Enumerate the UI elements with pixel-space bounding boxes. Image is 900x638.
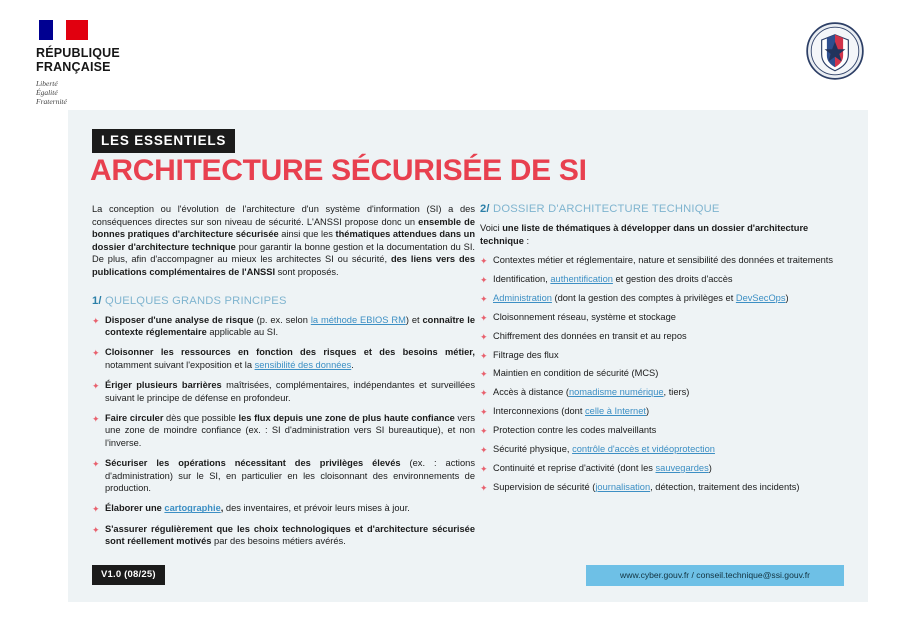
link-journalisation[interactable]: journalisation bbox=[595, 481, 651, 492]
arrow-bullet-icon: ✦ bbox=[480, 331, 488, 342]
section-2-intro: Voici une liste de thématiques à développer dans un dossier d'architecture technique : bbox=[480, 223, 809, 246]
list-item: ✦ Sécurité physique, contrôle d'accès et vidéoprotection bbox=[480, 444, 715, 456]
list-item: ✦ Ériger plusieurs barrières maîtrisées, complémentaires, indépendantes et surveillées suivant le principe de défense en profondeur. bbox=[92, 380, 475, 403]
section-1-number: 1/ bbox=[92, 294, 102, 307]
badge-les-essentiels: LES ESSENTIELS bbox=[92, 129, 235, 153]
arrow-bullet-icon: ✦ bbox=[480, 445, 488, 456]
arrow-bullet-icon: ✦ bbox=[480, 274, 488, 285]
list-item: ✦ S'assurer régulièrement que les choix technologiques et d'architecture sécurisée sont réellement motivés par des besoins métiers avérés. bbox=[92, 523, 475, 547]
republic-name bbox=[36, 47, 186, 74]
arrow-bullet-icon: ✦ bbox=[92, 315, 100, 326]
link-cartographie[interactable]: cartographie bbox=[164, 503, 221, 514]
arrow-bullet-icon: ✦ bbox=[92, 381, 100, 392]
link-administration[interactable]: Administration bbox=[493, 292, 552, 303]
arrow-bullet-icon: ✦ bbox=[92, 459, 100, 470]
list-item: ✦ Maintien en condition de sécurité (MCS) bbox=[480, 368, 659, 380]
link-methode-ebios-rm[interactable]: la méthode EBIOS RM bbox=[310, 314, 406, 325]
arrow-bullet-icon: ✦ bbox=[480, 407, 488, 418]
list-item: ✦ Élaborer une cartographie, des inventaires, et prévoir leurs mises à jour. bbox=[92, 503, 410, 515]
link-authentification[interactable]: authentification bbox=[550, 273, 613, 284]
motto-fraternite: Fraternité bbox=[36, 97, 67, 106]
republic-motto bbox=[36, 79, 186, 106]
contact-bar: www.cyber.gouv.fr / conseil.technique@ssi.gouv.fr bbox=[586, 565, 844, 586]
anssi-seal-icon bbox=[806, 22, 864, 80]
republic-line-2: FRANÇAISE bbox=[36, 59, 111, 74]
intro-paragraph: La conception ou l'évolution de l'architecture d'un système d'information (SI) a des conséquences directes sur son niveau de sécurité. L'ANSSI propose donc un ensemble de bonnes pratiques d'architecture sécurisée ainsi que les thématiques attendues dans un dossier d'architecture technique pour garantir la bonne gestion et la documentation du SI. De plus, afin d'accompagner au mieux les architectes SI ou sécurité, des liens vers des publications complémentaires de l'ANSSI sont proposés. bbox=[92, 204, 476, 277]
section-1-title: QUELQUES GRANDS PRINCIPES bbox=[105, 294, 287, 307]
arrow-bullet-icon: ✦ bbox=[480, 388, 488, 399]
list-item: ✦ Administration (dont la gestion des comptes à privilèges et DevSecOps) bbox=[480, 292, 789, 304]
list-item: ✦ Sécuriser les opérations nécessitant des privilèges élevés (ex. : actions d'administration) sur le SI, en particulier en les cloisonnant des environnements de production. bbox=[92, 458, 475, 494]
list-item: ✦ Protection contre les codes malveillants bbox=[480, 425, 657, 437]
link-nomadisme-numerique[interactable]: nomadisme numérique bbox=[568, 387, 664, 398]
arrow-bullet-icon: ✦ bbox=[480, 369, 488, 380]
section-2-number: 2/ bbox=[480, 203, 490, 215]
link-devsecops[interactable]: DevSecOps bbox=[735, 292, 786, 303]
page-title: ARCHITECTURE SÉCURISÉE DE SI bbox=[90, 154, 587, 187]
link-celle-a-internet[interactable]: celle à Internet bbox=[585, 406, 646, 417]
section-2-bullet-list bbox=[480, 254, 850, 493]
link-controle-acces-videoprotection[interactable]: contrôle d'accès et vidéoprotection bbox=[572, 444, 715, 455]
list-item: ✦ Faire circuler dès que possible les flux depuis une zone de plus haute confiance vers une zone de moindre confiance (ex. : SI d'administration vers SI bureautique), et non l'inverse. bbox=[92, 413, 475, 448]
arrow-bullet-icon: ✦ bbox=[92, 414, 100, 424]
section-1-bullet-list bbox=[92, 314, 475, 548]
section-2-heading bbox=[480, 203, 850, 215]
list-item: ✦ Filtrage des flux bbox=[480, 349, 559, 361]
section-2-title: DOSSIER D'ARCHITECTURE TECHNIQUE bbox=[493, 203, 720, 215]
link-sauvegardes[interactable]: sauvegardes bbox=[655, 462, 709, 473]
arrow-bullet-icon: ✦ bbox=[480, 482, 488, 493]
list-item: ✦ Supervision de sécurité (journalisation, détection, traitement des incidents) bbox=[480, 481, 800, 493]
left-column bbox=[92, 203, 475, 556]
arrow-bullet-icon: ✦ bbox=[92, 504, 100, 515]
right-column bbox=[480, 203, 850, 500]
french-flag-icon bbox=[39, 20, 95, 40]
arrow-bullet-icon: ✦ bbox=[480, 293, 488, 304]
document-panel bbox=[68, 110, 868, 602]
republic-line-1: RÉPUBLIQUE bbox=[36, 46, 120, 60]
list-item: ✦ Accès à distance (nomadisme numérique, tiers) bbox=[480, 387, 690, 399]
arrow-bullet-icon: ✦ bbox=[480, 312, 488, 323]
version-badge: V1.0 (08/25) bbox=[92, 565, 165, 585]
arrow-bullet-icon: ✦ bbox=[92, 348, 100, 359]
arrow-bullet-icon: ✦ bbox=[480, 350, 488, 361]
list-item: ✦ Disposer d'une analyse de risque (p. ex. selon la méthode EBIOS RM) et connaître le contexte réglementaire applicable au SI. bbox=[92, 314, 476, 337]
section-1-heading bbox=[92, 295, 475, 307]
page-header bbox=[0, 0, 900, 108]
link-sensibilite-des-donnees[interactable]: sensibilité des données bbox=[254, 359, 352, 370]
list-item: ✦ Cloisonnement réseau, système et stockage bbox=[480, 311, 676, 323]
motto-egalite: Égalité bbox=[36, 88, 58, 97]
arrow-bullet-icon: ✦ bbox=[480, 463, 488, 474]
list-item: ✦ Interconnexions (dont celle à Internet) bbox=[480, 406, 650, 418]
motto-liberte: Liberté bbox=[36, 79, 58, 88]
arrow-bullet-icon: ✦ bbox=[480, 426, 488, 437]
republique-francaise-logo bbox=[36, 20, 186, 106]
list-item: ✦ Chiffrement des données en transit et au repos bbox=[480, 330, 687, 342]
list-item: ✦ Contextes métier et réglementaire, nature et sensibilité des données et traitements bbox=[480, 255, 834, 266]
list-item: ✦ Identification, authentification et gestion des droits d'accès bbox=[480, 273, 733, 285]
list-item: ✦ Cloisonner les ressources en fonction des risques et des besoins métier, notamment suivant l'exposition et la sensibilité des données. bbox=[92, 347, 475, 370]
arrow-bullet-icon: ✦ bbox=[480, 256, 488, 266]
list-item: ✦ Continuité et reprise d'activité (dont les sauvegardes) bbox=[480, 462, 712, 474]
arrow-bullet-icon: ✦ bbox=[92, 524, 100, 535]
